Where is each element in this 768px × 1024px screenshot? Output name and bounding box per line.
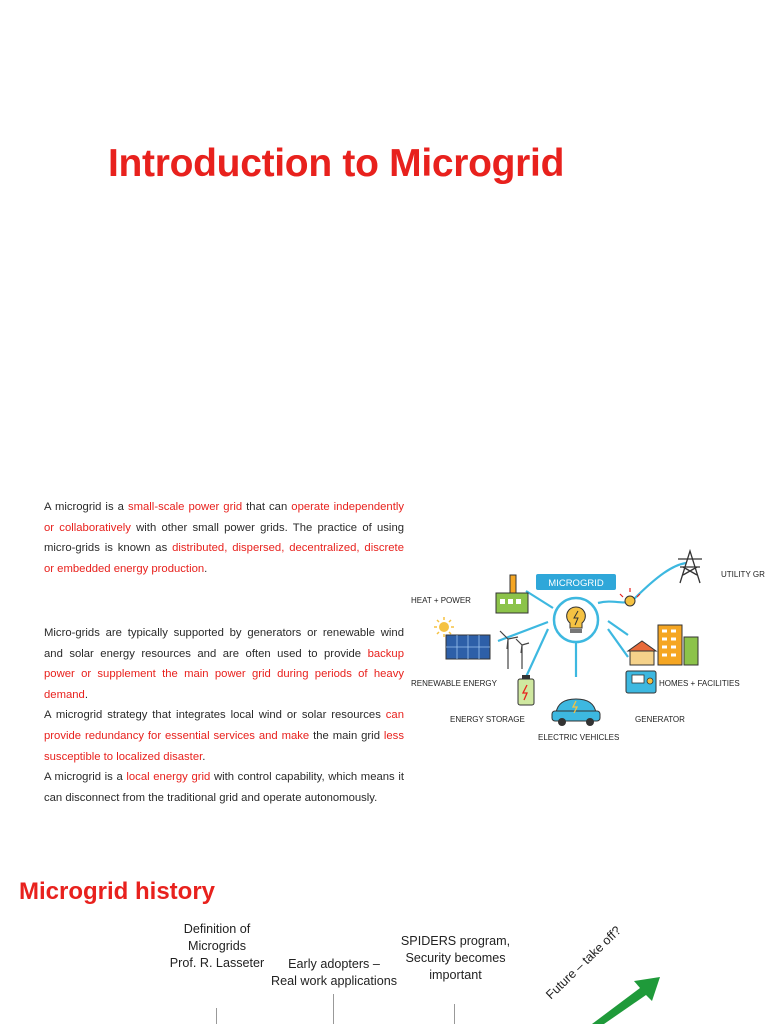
highlighted-text: small-scale power grid: [127, 501, 243, 513]
label-heat-power: HEAT + POWER: [411, 596, 471, 605]
microgrid-hub-label: MICROGRID: [548, 578, 604, 589]
text-run: with control capability, which means it can disconnect from the traditional grid and operate autonomously.: [44, 771, 404, 804]
text-run: A microgrid strategy that integrates local wind or solar resources: [44, 709, 386, 722]
details-block: [44, 623, 404, 808]
highlighted-text: operate independently or collaboratively: [44, 501, 404, 534]
history-item-line: important: [429, 968, 482, 982]
history-item-line: SPIDERS program,: [400, 934, 511, 948]
highlighted-text: can provide redundancy for essential services and make: [44, 709, 404, 742]
label-renewable-energy: RENEWABLE ENERGY: [411, 679, 497, 688]
history-item-line: Early adopters –: [288, 957, 380, 971]
text-run: .: [204, 562, 208, 575]
label-homes-facilities: HOMES + FACILITIES: [659, 679, 740, 688]
wind-turbine-icon: [500, 631, 529, 669]
paragraph-1: [44, 497, 404, 579]
label-generator: GENERATOR: [635, 715, 685, 724]
label-electric-vehicles: ELECTRIC VEHICLES: [538, 733, 620, 742]
paragraph-4: [44, 767, 404, 808]
history-item-line: Microgrids: [187, 939, 247, 953]
history-tick: [333, 994, 334, 1024]
text-run: .: [84, 688, 88, 701]
solar-panel-icon: [446, 635, 490, 659]
history-item-early-adopters: [262, 956, 406, 990]
text-run: .: [202, 750, 206, 763]
paragraph-2: [44, 623, 404, 705]
highlighted-text: local energy grid: [126, 771, 211, 784]
definition-paragraph: [44, 497, 404, 579]
sun-icon: [434, 617, 454, 637]
highlighted-text: less susceptible to localized disaster: [44, 729, 404, 763]
history-tick: [216, 1008, 217, 1024]
electric-vehicle-icon: [552, 699, 600, 726]
history-item-line: Prof. R. Lasseter: [169, 956, 265, 970]
history-item-definition: [162, 921, 272, 972]
highlighted-text: distributed, dispersed, decentralized, discrete or embedded energy production: [44, 542, 404, 575]
generator-icon: [626, 671, 656, 693]
text-run: with other small power grids. The practice of using micro-grids is known as: [44, 521, 405, 555]
energy-storage-icon: [518, 675, 534, 705]
label-utility-grid: UTILITY GR: [721, 570, 765, 579]
text-run: the main grid: [309, 729, 384, 742]
history-future-label: Future – take off?: [543, 923, 624, 1002]
history-tick: [454, 1004, 455, 1024]
history-title: Microgrid history: [19, 878, 216, 905]
text-run: that can: [242, 501, 292, 513]
history-item-line: Security becomes: [405, 951, 506, 965]
text-run: Micro-grids are typically supported by generators or renewable wind and solar energy resources and are often used to provide: [44, 627, 404, 660]
history-item-line: Definition of: [183, 922, 251, 936]
history-item-spiders: [398, 933, 513, 984]
growth-arrow-icon: [590, 975, 670, 1024]
text-run: A microgrid is a: [44, 501, 128, 513]
paragraph-3: [44, 705, 404, 767]
text-run: A microgrid is a: [44, 771, 127, 784]
utility-grid-icon: [678, 551, 702, 583]
microgrid-diagram: [408, 545, 768, 750]
history-item-line: Real work applications: [271, 974, 397, 988]
heat-power-icon: [496, 575, 528, 613]
label-energy-storage: ENERGY STORAGE: [450, 715, 525, 724]
slide-title: Introduction to Microgrid: [108, 142, 565, 185]
homes-facilities-icon: [628, 625, 698, 665]
highlighted-text: backup power or supplement the main power grid during periods of heavy demand: [44, 647, 404, 701]
